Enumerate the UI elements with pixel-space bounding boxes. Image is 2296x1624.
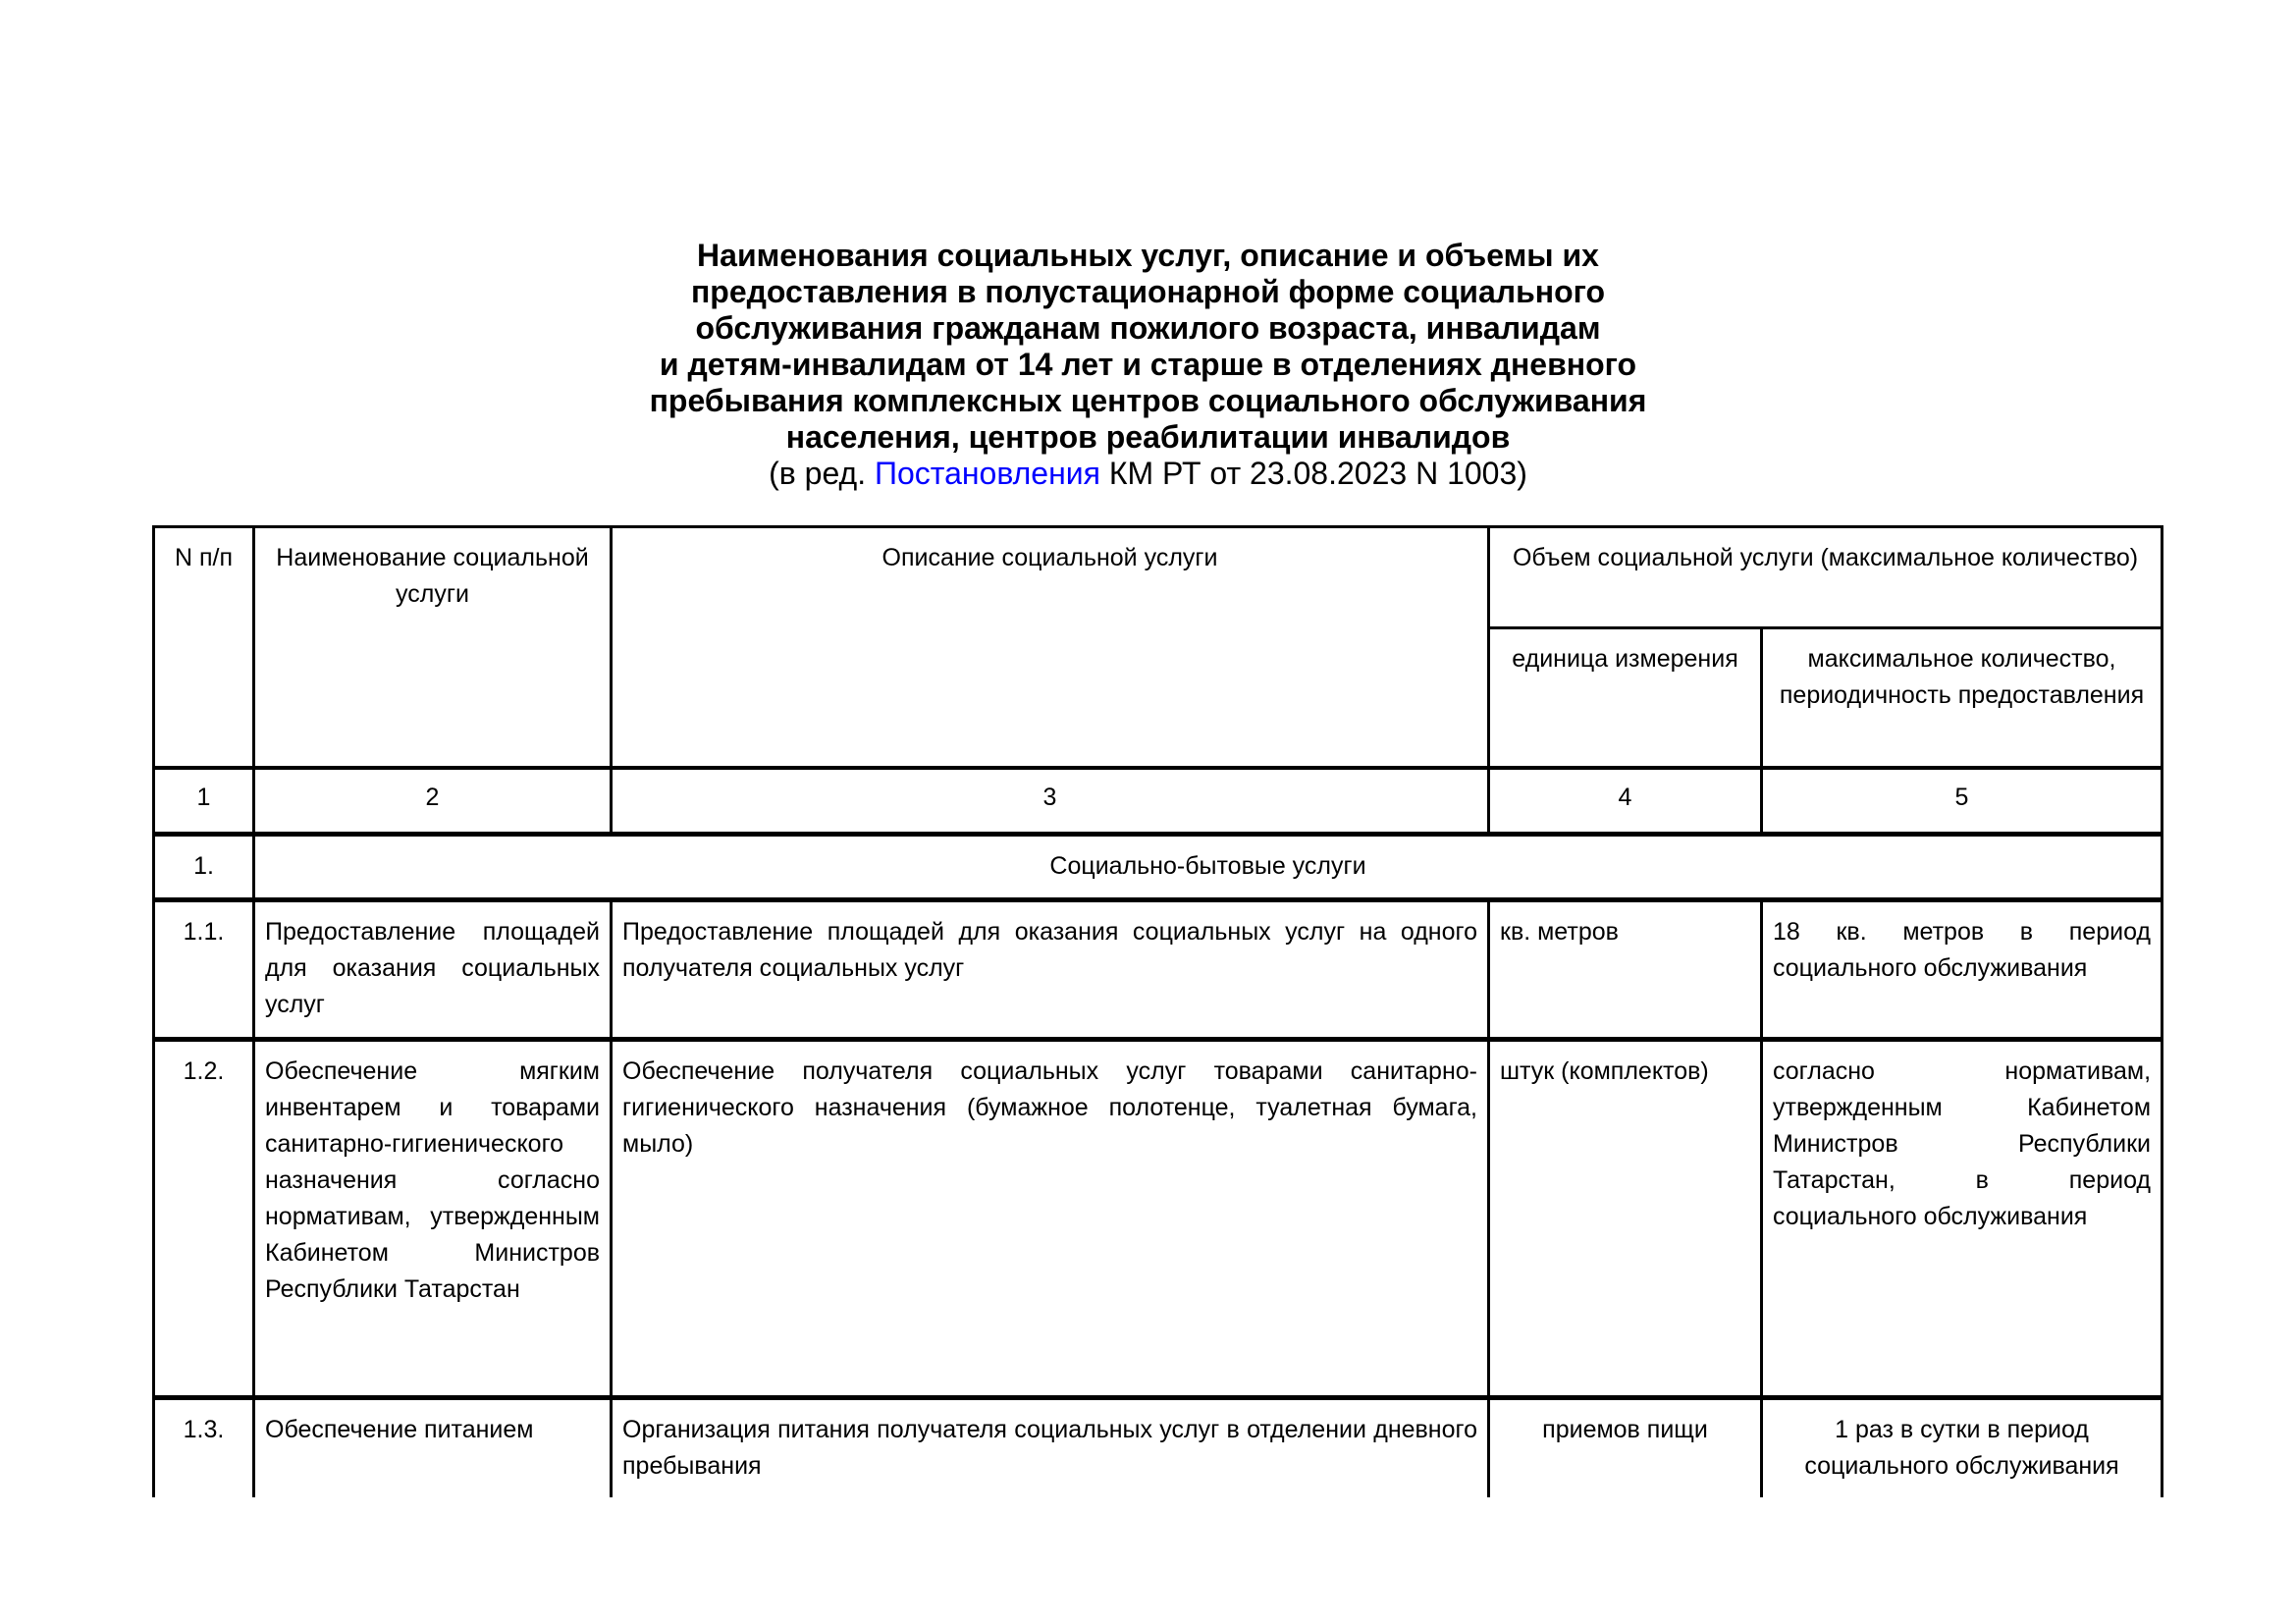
services-table xyxy=(152,525,2163,1497)
title-line: пребывания комплексных центров социального обслуживания xyxy=(649,383,1647,418)
section-title: Социально-бытовые услуги xyxy=(254,835,2163,900)
title-line: обслуживания гражданам пожилого возраста, инвалидам xyxy=(695,310,1601,346)
service-desc-cell: Организация питания получателя социальных услуг в отделении дневного пребывания xyxy=(612,1398,1489,1497)
column-number-1: 1 xyxy=(154,768,254,835)
row-number-cell: 1.2. xyxy=(154,1040,254,1398)
header-col-name: Наименование социальной услуги xyxy=(254,527,612,768)
postanovlenie-link[interactable]: Постановления xyxy=(874,456,1100,491)
column-number-4: 4 xyxy=(1489,768,1762,835)
column-number-2: 2 xyxy=(254,768,612,835)
service-unit-cell: кв. метров xyxy=(1489,900,1762,1040)
service-name-cell: Обеспечение мягким инвентарем и товарами санитарно-гигиенического назначения согласно нормативам, утвержденным Кабинетом Министров Республики Татарстан xyxy=(254,1040,612,1398)
service-name-cell: Обеспечение питанием xyxy=(254,1398,612,1497)
row-number-cell: 1.3. xyxy=(154,1398,254,1497)
service-desc-cell: Обеспечение получателя социальных услуг товарами санитарно-гигиенического назначения (бумажное полотенце, туалетная бумага, мыло) xyxy=(612,1040,1489,1398)
document-title xyxy=(0,238,2296,492)
header-col-num: N п/п xyxy=(154,527,254,768)
header-col-desc: Описание социальной услуги xyxy=(612,527,1489,768)
table-header-row xyxy=(154,527,2163,628)
table-row xyxy=(154,900,2163,1040)
service-name-cell: Предоставление площадей для оказания социальных услуг xyxy=(254,900,612,1040)
title-line: предоставления в полустационарной форме социального xyxy=(690,274,1606,309)
section-row xyxy=(154,835,2163,900)
header-col-unit: единица измерения xyxy=(1489,628,1762,768)
table-row xyxy=(154,1040,2163,1398)
column-number-5: 5 xyxy=(1762,768,2163,835)
header-col-max: максимальное количество, периодичность предоставления xyxy=(1762,628,2163,768)
service-volume-cell: 1 раз в сутки в период социального обслуживания xyxy=(1762,1398,2163,1497)
header-col-volume-group: Объем социальной услуги (максимальное количество) xyxy=(1489,527,2163,628)
row-number-cell: 1.1. xyxy=(154,900,254,1040)
column-number-3: 3 xyxy=(612,768,1489,835)
title-line: населения, центров реабилитации инвалидов xyxy=(785,419,1511,455)
column-numbers-row xyxy=(154,768,2163,835)
amendment-note xyxy=(0,456,2296,492)
service-unit-cell: приемов пищи xyxy=(1489,1398,1762,1497)
service-volume-cell: согласно нормативам, утвержденным Кабинетом Министров Республики Татарстан, в период социального обслуживания xyxy=(1762,1040,2163,1398)
title-line: и детям-инвалидам от 14 лет и старше в отделениях дневного xyxy=(659,347,1637,382)
service-volume-cell: 18 кв. метров в период социального обслуживания xyxy=(1762,900,2163,1040)
section-number: 1. xyxy=(154,835,254,900)
table-row xyxy=(154,1398,2163,1497)
amendment-suffix: КМ РТ от 23.08.2023 N 1003) xyxy=(1099,456,1527,491)
amendment-prefix: (в ред. xyxy=(769,456,875,491)
service-unit-cell: штук (комплектов) xyxy=(1489,1040,1762,1398)
title-line: Наименования социальных услуг, описание и объемы их xyxy=(697,238,1599,273)
service-desc-cell: Предоставление площадей для оказания социальных услуг на одного получателя социальных услуг xyxy=(612,900,1489,1040)
